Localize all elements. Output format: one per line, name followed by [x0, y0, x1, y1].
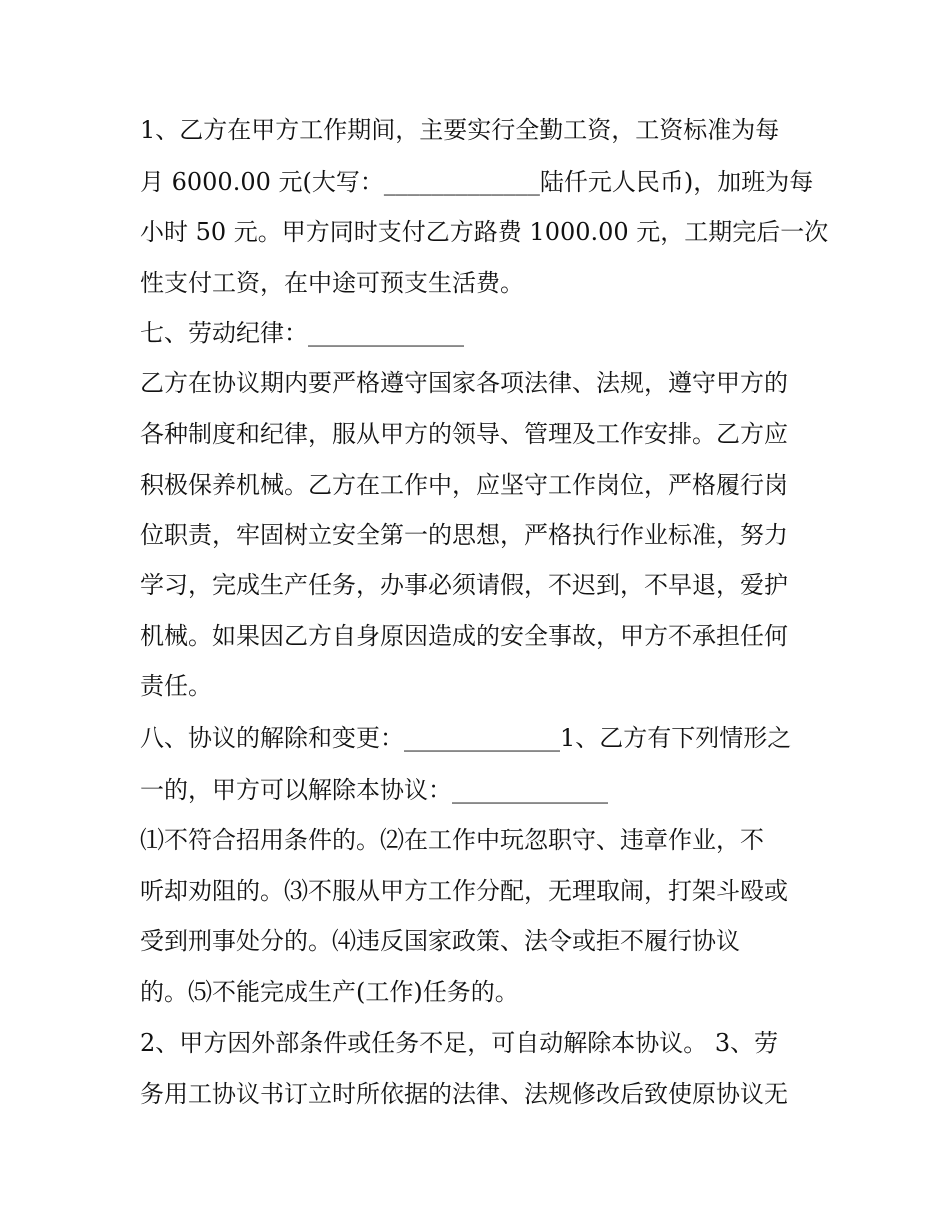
text-line: 的。⑸不能完成生产(工作)任务的。: [140, 978, 519, 1006]
text-line: 学习，完成生产任务，办事必须请假，不迟到，不早退，爱护: [140, 571, 788, 599]
text-line: 积极保养机械。乙方在工作中，应坚守工作岗位，严格履行岗: [140, 471, 788, 499]
text-line: 一的，甲方可以解除本协议：_____________: [140, 776, 608, 804]
section-heading: 七、劳动纪律：_____________: [140, 319, 464, 347]
text-line: 听却劝阻的。⑶不服从甲方工作分配，无理取闹，打架斗殴或: [140, 877, 788, 905]
text-line: 受到刑事处分的。⑷违反国家政策、法令或拒不履行协议: [140, 927, 740, 955]
text-line: 1、乙方在甲方工作期间，主要实行全勤工资，工资标准为每: [140, 116, 780, 144]
text-line: 2、甲方因外部条件或任务不足，可自动解除本协议。 3、劳: [140, 1029, 779, 1057]
text-line: 机械。如果因乙方自身原因造成的安全事故，甲方不承担任何: [140, 622, 788, 650]
section-heading: 八、协议的解除和变更：_____________1、乙方有下列情形之: [140, 724, 792, 752]
text-line: 性支付工资，在中途可预支生活费。: [140, 269, 524, 297]
text-line: 各种制度和纪律，服从甲方的领导、管理及工作安排。乙方应: [140, 420, 788, 448]
text-line: 乙方在协议期内要严格遵守国家各项法律、法规，遵守甲方的: [140, 369, 788, 397]
text-line: 月 6000.00 元(大写：_____________陆仟元人民币)，加班为每: [140, 168, 814, 196]
text-line: 位职责，牢固树立安全第一的思想，严格执行作业标准，努力: [140, 521, 788, 549]
text-line: 务用工协议书订立时所依据的法律、法规修改后致使原协议无: [140, 1080, 788, 1108]
text-line: 小时 50 元。甲方同时支付乙方路费 1000.00 元，工期完后一次: [140, 218, 829, 246]
text-line: ⑴不符合招用条件的。⑵在工作中玩忽职守、违章作业，不: [140, 826, 764, 854]
text-line: 责任。: [140, 672, 212, 700]
